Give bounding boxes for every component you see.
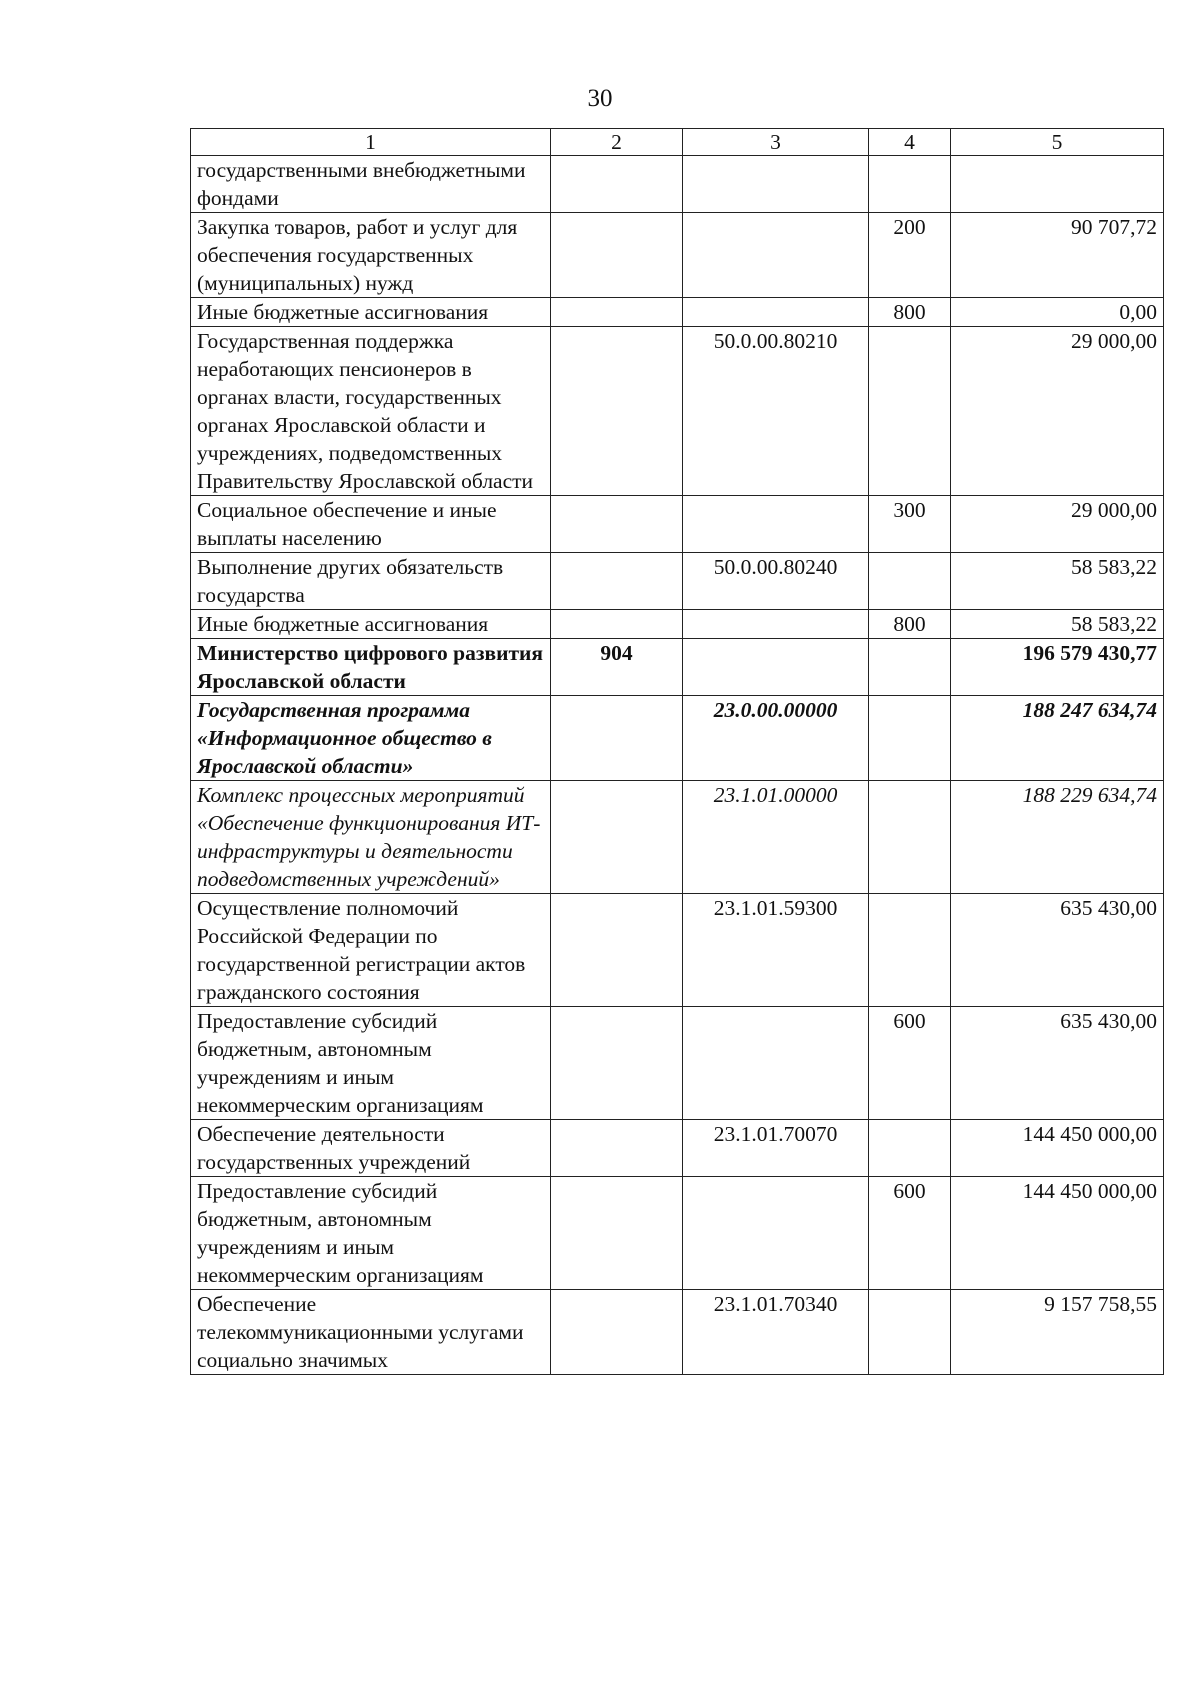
row-dept-code-cell: 904 (551, 639, 683, 696)
row-dept-code-cell (551, 327, 683, 496)
row-amount-cell: 188 247 634,74 (951, 696, 1164, 781)
table-row (191, 1007, 1164, 1120)
row-name-cell: Иные бюджетные ассигнования (191, 298, 551, 327)
row-name-cell: Министерство цифрового развития Ярославской области (191, 639, 551, 696)
table-row (191, 894, 1164, 1007)
row-name-cell: государственными внебюджетными фондами (191, 156, 551, 213)
table-row (191, 496, 1164, 553)
table-row (191, 298, 1164, 327)
row-amount-cell: 196 579 430,77 (951, 639, 1164, 696)
table-row (191, 696, 1164, 781)
table-row (191, 156, 1164, 213)
row-target-article-cell (683, 496, 869, 553)
row-name-cell: Иные бюджетные ассигнования (191, 610, 551, 639)
row-dept-code-cell (551, 1007, 683, 1120)
row-target-article-cell: 23.1.01.00000 (683, 781, 869, 894)
row-expense-type-cell: 800 (869, 610, 951, 639)
row-amount-cell: 144 450 000,00 (951, 1177, 1164, 1290)
row-dept-code-cell (551, 553, 683, 610)
row-name-cell: Обеспечение телекоммуникационными услугами социально значимых (191, 1290, 551, 1375)
row-name-cell: Предоставление субсидий бюджетным, автономным учреждениям и иным некоммерческим организациям (191, 1007, 551, 1120)
row-dept-code-cell (551, 1290, 683, 1375)
row-dept-code-cell (551, 496, 683, 553)
header-col-4: 4 (869, 129, 951, 156)
row-amount-cell: 188 229 634,74 (951, 781, 1164, 894)
row-name-cell: Закупка товаров, работ и услуг для обеспечения государственных (муниципальных) нужд (191, 213, 551, 298)
table-row (191, 781, 1164, 894)
row-expense-type-cell (869, 696, 951, 781)
page-number: 30 (587, 85, 613, 112)
row-target-article-cell: 23.0.00.00000 (683, 696, 869, 781)
row-dept-code-cell (551, 1177, 683, 1290)
table-row (191, 1290, 1164, 1375)
row-amount-cell: 29 000,00 (951, 327, 1164, 496)
row-expense-type-cell: 300 (869, 496, 951, 553)
row-expense-type-cell (869, 639, 951, 696)
row-expense-type-cell (869, 781, 951, 894)
row-target-article-cell (683, 1177, 869, 1290)
header-col-2: 2 (551, 129, 683, 156)
row-expense-type-cell (869, 894, 951, 1007)
row-amount-cell: 58 583,22 (951, 610, 1164, 639)
row-target-article-cell (683, 156, 869, 213)
row-target-article-cell: 23.1.01.59300 (683, 894, 869, 1007)
row-dept-code-cell (551, 781, 683, 894)
row-amount-cell: 0,00 (951, 298, 1164, 327)
row-expense-type-cell (869, 1120, 951, 1177)
row-target-article-cell: 50.0.00.80210 (683, 327, 869, 496)
row-target-article-cell (683, 1007, 869, 1120)
row-amount-cell: 635 430,00 (951, 894, 1164, 1007)
row-target-article-cell (683, 298, 869, 327)
row-expense-type-cell: 800 (869, 298, 951, 327)
table-row (191, 1177, 1164, 1290)
table-row (191, 1120, 1164, 1177)
row-dept-code-cell (551, 156, 683, 213)
row-amount-cell: 635 430,00 (951, 1007, 1164, 1120)
table-row (191, 327, 1164, 496)
row-target-article-cell (683, 610, 869, 639)
table-row (191, 553, 1164, 610)
row-expense-type-cell (869, 156, 951, 213)
row-expense-type-cell: 200 (869, 213, 951, 298)
row-target-article-cell: 23.1.01.70340 (683, 1290, 869, 1375)
row-name-cell: Предоставление субсидий бюджетным, автономным учреждениям и иным некоммерческим организациям (191, 1177, 551, 1290)
row-amount-cell: 90 707,72 (951, 213, 1164, 298)
row-expense-type-cell (869, 553, 951, 610)
row-amount-cell: 144 450 000,00 (951, 1120, 1164, 1177)
header-col-5: 5 (951, 129, 1164, 156)
row-name-cell: Государственная программа «Информационное общество в Ярославской области» (191, 696, 551, 781)
row-dept-code-cell (551, 894, 683, 1007)
row-name-cell: Выполнение других обязательств государства (191, 553, 551, 610)
row-target-article-cell (683, 639, 869, 696)
row-expense-type-cell (869, 1290, 951, 1375)
header-col-1: 1 (191, 129, 551, 156)
table-row (191, 213, 1164, 298)
row-name-cell: Государственная поддержка неработающих пенсионеров в органах власти, государственных органах Ярославской области и учреждениях, подведомственных Правительству Ярославской области (191, 327, 551, 496)
row-amount-cell: 58 583,22 (951, 553, 1164, 610)
row-target-article-cell (683, 213, 869, 298)
row-amount-cell (951, 156, 1164, 213)
row-dept-code-cell (551, 213, 683, 298)
budget-table (190, 128, 1164, 1375)
header-col-3: 3 (683, 129, 869, 156)
row-name-cell: Обеспечение деятельности государственных учреждений (191, 1120, 551, 1177)
row-dept-code-cell (551, 1120, 683, 1177)
table-row (191, 639, 1164, 696)
table-row (191, 610, 1164, 639)
row-amount-cell: 29 000,00 (951, 496, 1164, 553)
row-name-cell: Социальное обеспечение и иные выплаты населению (191, 496, 551, 553)
row-dept-code-cell (551, 298, 683, 327)
row-name-cell: Осуществление полномочий Российской Федерации по государственной регистрации актов гражданского состояния (191, 894, 551, 1007)
row-expense-type-cell: 600 (869, 1177, 951, 1290)
row-target-article-cell: 23.1.01.70070 (683, 1120, 869, 1177)
row-name-cell: Комплекс процессных мероприятий «Обеспечение функционирования ИТ-инфраструктуры и деятельности подведомственных учреждений» (191, 781, 551, 894)
table-header-row (191, 129, 1164, 156)
row-expense-type-cell (869, 327, 951, 496)
row-expense-type-cell: 600 (869, 1007, 951, 1120)
table-body (191, 156, 1164, 1375)
row-target-article-cell: 50.0.00.80240 (683, 553, 869, 610)
row-dept-code-cell (551, 696, 683, 781)
row-dept-code-cell (551, 610, 683, 639)
row-amount-cell: 9 157 758,55 (951, 1290, 1164, 1375)
